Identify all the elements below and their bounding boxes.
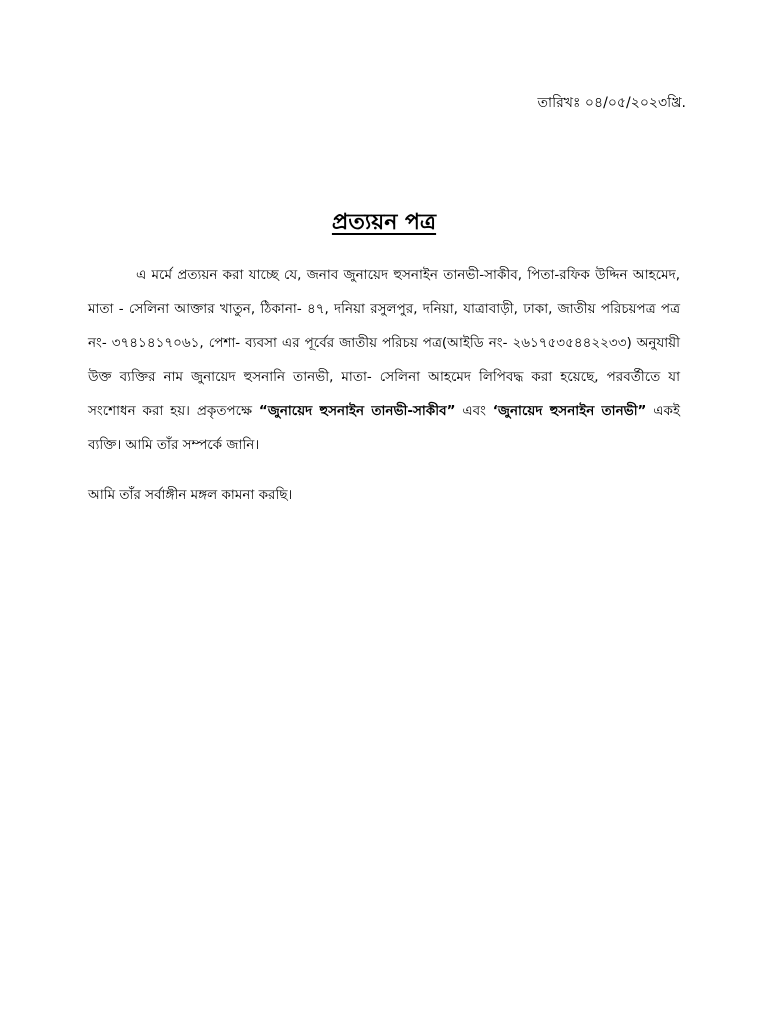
paragraph-part1: এ মর্মে প্রত্যয়ন করা যাচ্ছে যে, জনাব জুনায়েদ হুসনাইন তানভী-সাকীব, পিতা-রফিক উদ্দিন আহমেদ, মাতা - সেলিনা আক্তার খাতুন, ঠিকানা- ৪৭, দনিয়া রসুলপুর, দনিয়া, যাত্রাবাড়ী, ঢাকা, জাতীয় পরিচয়পত্র পত্র নং- ৩৭৪১৪১৭০৬১, পেশা- ব্যবসা এর পূর্বের জাতীয় পরিচয় পত্র(আইডি নং- ২৬১৭৫৩৫৪৪২২৩৩) অনুযায়ী উক্ত ব্যক্তির নাম জুনায়েদ হুসনানি তানভী, মাতা- সেলিনা আহমেদ লিপিবদ্ধ করা হয়েছে, পরবর্তীতে যা সংশোধন করা হয়। প্রকৃতপক্ষে bbox=[88, 267, 680, 419]
paragraph-part2: এবং bbox=[455, 403, 493, 419]
document-title-text: প্রত্যয়ন পত্র bbox=[331, 210, 437, 235]
body-paragraph bbox=[88, 258, 680, 462]
closing-line: আমি তাঁর সর্বাঙ্গীন মঙ্গল কামনা করছি। bbox=[88, 487, 293, 503]
paragraph-bold-name1: “জুনায়েদ হুসনাইন তানভী-সাকীব” bbox=[258, 403, 456, 419]
document-title bbox=[0, 205, 768, 242]
date-line: তারিখঃ ০৪/০৫/২০২৩খ্রি. bbox=[537, 95, 686, 111]
paragraph-bold-name2: ‘জুনায়েদ হুসনাইন তানভী” bbox=[492, 403, 647, 419]
paragraph-part3: একই ব্যক্তি। আমি তাঁর সম্পর্কে জানি। bbox=[88, 403, 681, 453]
